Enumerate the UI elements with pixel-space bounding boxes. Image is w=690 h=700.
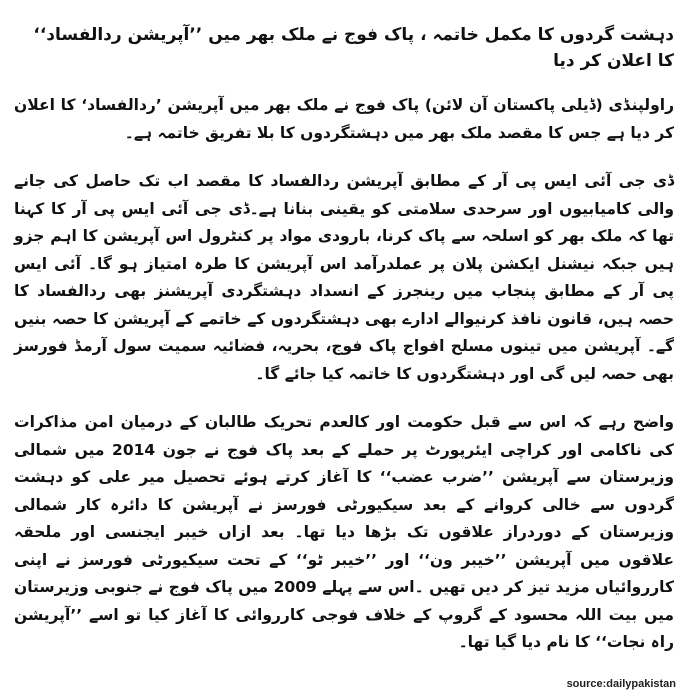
article-paragraph: راولپنڈی (ڈیلی پاکستان آن لائن) پاک فوج نے ملک بھر میں آپریشن ’ردالفساد‘ کا اعلان کر دیا ہے جس کا مقصد ملک بھر میں دہشتگردوں کا بلا تفریق خاتمہ ہے۔ bbox=[14, 96, 674, 142]
source-credit: source:dailypakistan bbox=[566, 678, 676, 690]
article-paragraph: واضح رہے کہ اس سے قبل حکومت اور کالعدم تحریک طالبان کے درمیان امن مذاکرات کی ناکامی اور کراچی ایئرپورٹ پر حملے کے بعد پاک فوج نے جون 2014 میں شمالی وزیرستان سے آپریشن ’’ضرب عضب‘‘ کا آغاز کرتے ہوئے تحصیل میر علی کو دہشت گردوں سے خالی کروانے کے بعد سیکیورٹی فورسز نے آپریشن کا دائرہ کار شمالی وزیرستان کے دوردراز علاقوں تک بڑھا دیا تھا۔ بعد ازاں خیبر ایجنسی اور ملحقہ علاقوں میں آپریشن ’’خیبر ون‘‘ اور ’’خیبر ٹو‘‘ کے تحت سیکیورٹی فورسز نے اپنی کارروائیاں مزید تیز کر دیں تھیں ۔اس سے پہلے 2009 میں پاک فوج نے جنوبی وزیرستان میں بیت اللہ محسود کے گروپ کے خلاف فوجی کارروائی کا آغاز کیا تو اسے ’’آپریشن راہ نجات‘‘ کا نام دیا گیا تھا۔ bbox=[14, 413, 674, 651]
article-paragraph: ڈی جی آئی ایس پی آر کے مطابق آپریشن ردالفساد کا مقصد اب تک حاصل کی جانے والی کامیابیوں اور سرحدی سلامتی کو یقینی بنانا ہے۔ڈی جی آئی ایس پی آر کا کہنا تھا کہ ملک بھر کو اسلحہ سے پاک کرنا، بارودی مواد پر کنٹرول اس آپریشن کا اہم جزو ہیں جبکہ نیشنل ایکشن پلان پر عملدرآمد اس آپریشن کا طرہ امتیاز ہو گا۔ آئی ایس پی آر کے مطابق پنجاب میں رینجرز کے انسداد دہشتگردی آپریشنز بھی ردالفساد کا حصہ ہیں، قانون نافذ کرنیوالے ادارے بھی دہشتگردوں کے خاتمے کے آپریشن کا حصہ بنیں گے۔ آپریشن میں تینوں مسلح افواج پاک فوج، بحریہ، فضائیہ سمیت سول آرمڈ فورسز بھی حصہ لیں گی اور دہشتگردوں کا خاتمہ کیا جائے گا۔ bbox=[14, 172, 674, 383]
article-headline: دہشت گردوں کا مکمل خاتمہ ، پاک فوج نے ملک بھر میں ’’آپریشن ردالفساد‘‘ کا اعلان کر دیا bbox=[33, 25, 674, 71]
